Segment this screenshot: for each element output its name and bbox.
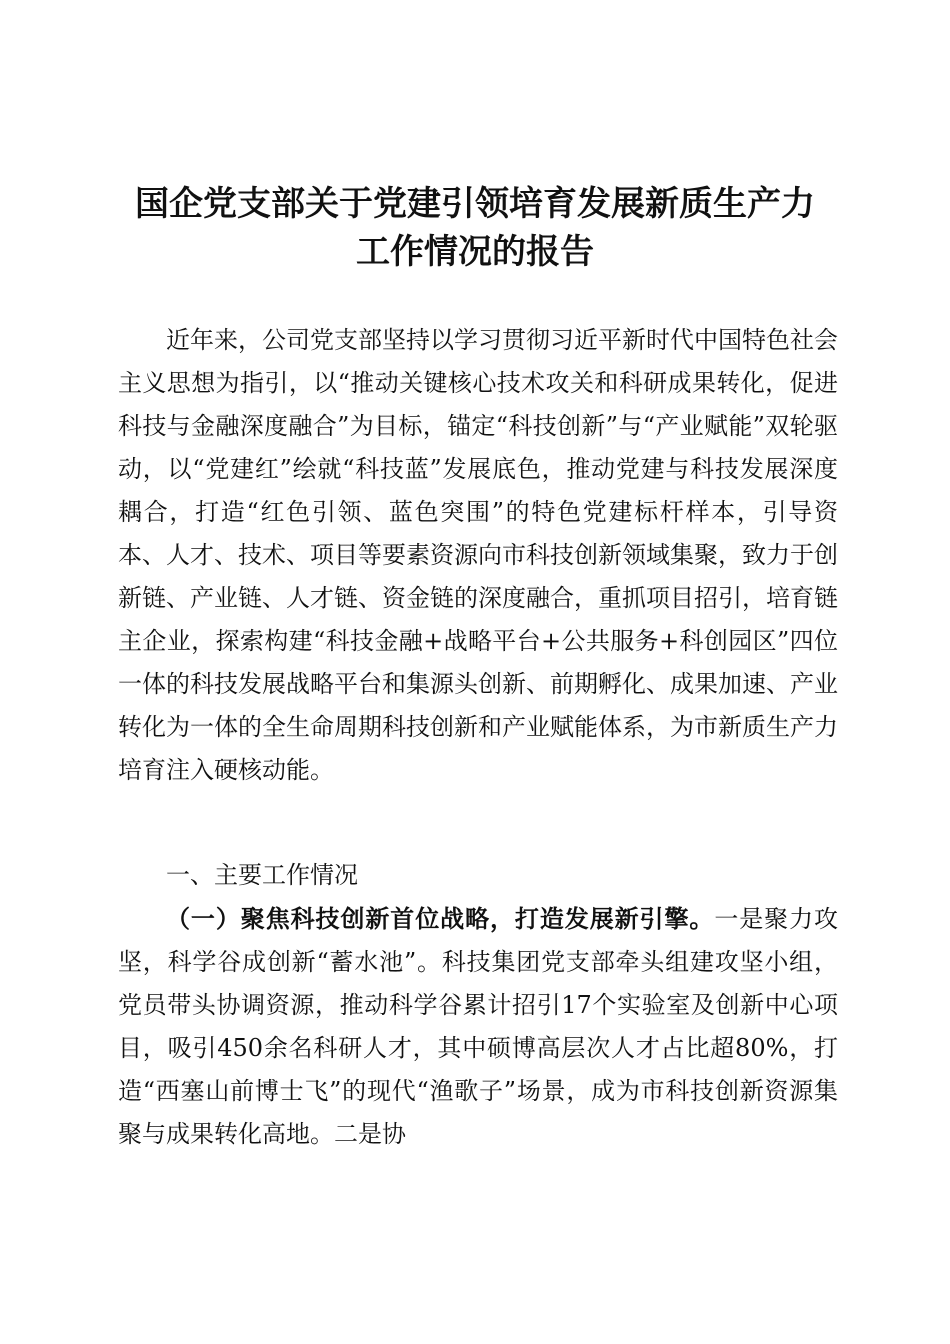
- subsection-text: 一是聚力攻坚，科学谷成创新“蓄水池”。科技集团党支部牵头组建攻坚小组，党员带头协调资源，推动科学谷累计招引17个实验室及创新中心项目，吸引450余名科研人才，其中硕博高层次人才占比超80%，打造“西塞山前博士飞”的现代“渔歌子”场景，成为市科技创新资源集聚与成果转化高地。二是协: [118, 905, 839, 1148]
- subsection-heading: （一）聚焦科技创新首位战略，打造发展新引擎。: [166, 904, 715, 933]
- document-title-line1: 国企党支部关于党建引领培育发展新质生产力: [135, 184, 815, 224]
- section-heading-main-work: 一、主要工作情况: [166, 861, 358, 889]
- subsection-paragraph: [118, 897, 838, 1156]
- intro-paragraph: 近年来，公司党支部坚持以学习贯彻习近平新时代中国特色社会主义思想为指引，以“推动关键核心技术攻关和科研成果转化，促进科技与金融深度融合”为目标，锚定“科技创新”与“产业赋能”双轮驱动，以“党建红”绘就“科技蓝”发展底色，推动党建与科技发展深度耦合，打造“红色引领、蓝色突围”的特色党建标杆样本，引导资本、人才、技术、项目等要素资源向市科技创新领域集聚，致力于创新链、产业链、人才链、资金链的深度融合，重抓项目招引，培育链主企业，探索构建“科技金融+战略平台+公共服务+科创园区”四位一体的科技发展战略平台和集源头创新、前期孵化、成果加速、产业转化为一体的全生命周期科技创新和产业赋能体系，为市新质生产力培育注入硬核动能。: [118, 326, 838, 784]
- document-title-line2: 工作情况的报告: [356, 232, 594, 272]
